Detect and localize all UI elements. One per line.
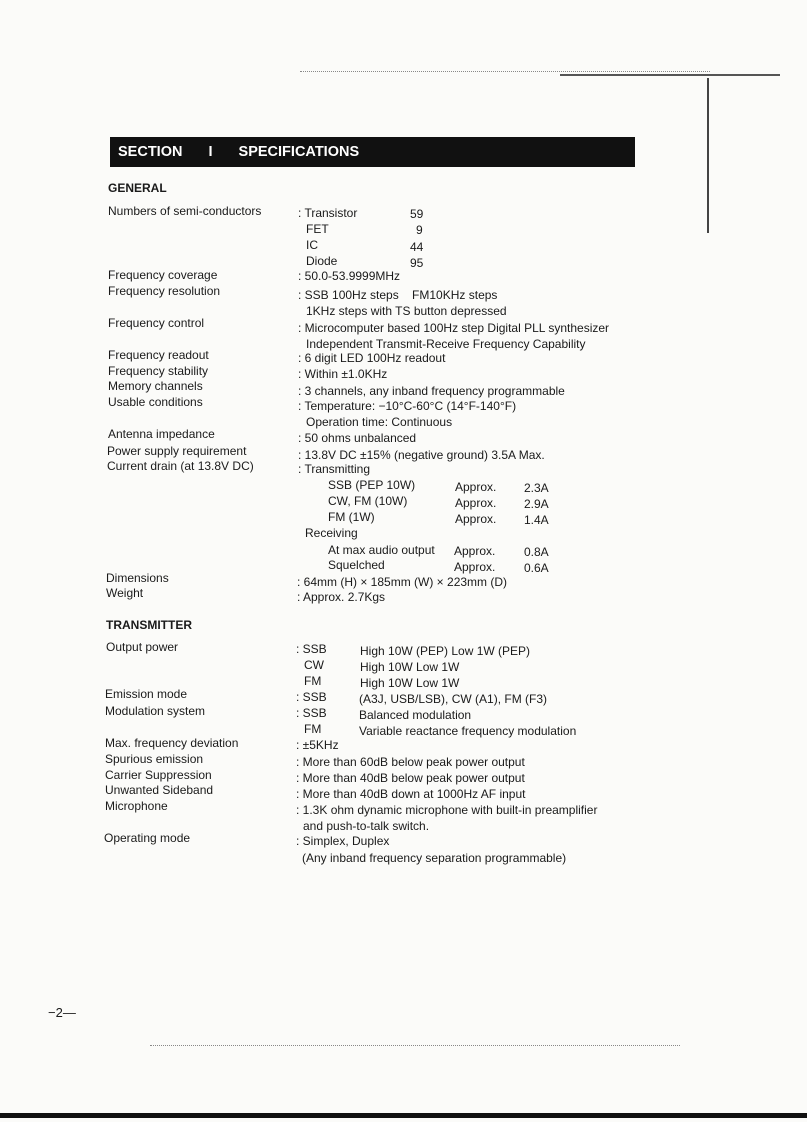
deviation-value: : ±5KHz xyxy=(296,738,339,752)
memory-value: : 3 channels, any inband frequency programmable xyxy=(298,384,565,398)
weight-value: : Approx. 2.7Kgs xyxy=(297,590,386,604)
rx-approx: Approx. xyxy=(454,544,496,558)
right-margin-rule xyxy=(707,78,709,233)
modulation-mode: FM xyxy=(304,722,322,736)
freq-control-value-2: Independent Transmit-Receive Frequency Capability xyxy=(306,337,586,351)
tx-mode: CW, FM (10W) xyxy=(328,494,408,508)
transmitting-label: : Transmitting xyxy=(298,462,371,476)
emission-mode: : SSB xyxy=(296,690,327,704)
usable-value: : Temperature: −10°C-60°C (14°F-140°F) xyxy=(298,399,517,413)
emission-label: Emission mode xyxy=(105,687,188,701)
freq-stability-value: : Within ±1.0KHz xyxy=(298,367,388,381)
top-right-rule xyxy=(560,74,780,76)
output-power-label: Output power xyxy=(106,640,179,654)
freq-resolution-value-2: 1KHz steps with TS button depressed xyxy=(306,304,507,318)
antenna-label: Antenna impedance xyxy=(108,427,215,441)
section-header-bar xyxy=(110,137,635,167)
power-supply-value: : 13.8V DC ±15% (negative ground) 3.5A Max. xyxy=(298,448,545,462)
memory-label: Memory channels xyxy=(108,379,203,393)
rx-mode: At max audio output xyxy=(328,543,435,557)
deviation-label: Max. frequency deviation xyxy=(105,736,239,750)
emission-value: (A3J, USB/LSB), CW (A1), FM (F3) xyxy=(359,692,548,706)
semi-item-count: 59 xyxy=(410,207,424,221)
microphone-label: Microphone xyxy=(105,799,168,813)
freq-readout-value: : 6 digit LED 100Hz readout xyxy=(298,351,446,365)
weight-label: Weight xyxy=(106,586,144,600)
modulation-mode: : SSB xyxy=(296,706,327,720)
output-power-mode: CW xyxy=(304,658,324,672)
rx-mode: Squelched xyxy=(328,558,385,572)
tx-approx: Approx. xyxy=(455,496,497,510)
transmitter-heading: TRANSMITTER xyxy=(106,618,192,632)
semi-item-count: 44 xyxy=(410,240,424,254)
modulation-label: Modulation system xyxy=(105,704,206,718)
freq-resolution-label: Frequency resolution xyxy=(108,284,221,298)
tx-amps: 2.9A xyxy=(524,497,549,511)
semi-item-name: IC xyxy=(306,238,318,252)
tx-amps: 1.4A xyxy=(524,513,549,527)
rx-approx: Approx. xyxy=(454,560,496,574)
freq-coverage-label: Frequency coverage xyxy=(108,268,218,282)
general-heading: GENERAL xyxy=(108,181,167,195)
microphone-value-2: and push-to-talk switch. xyxy=(303,819,430,833)
section-label: SECTION xyxy=(118,144,183,160)
semi-item-count: 9 xyxy=(416,223,423,237)
dimensions-value: : 64mm (H) × 185mm (W) × 223mm (D) xyxy=(297,575,508,589)
tx-mode: SSB (PEP 10W) xyxy=(328,478,416,492)
usable-value-2: Operation time: Continuous xyxy=(306,415,453,429)
rx-amps: 0.6A xyxy=(524,561,549,575)
antenna-value: : 50 ohms unbalanced xyxy=(298,431,417,445)
freq-control-value: : Microcomputer based 100Hz step Digital PLL synthesizer xyxy=(298,321,610,335)
power-supply-label: Power supply requirement xyxy=(107,444,247,458)
rx-amps: 0.8A xyxy=(524,545,549,559)
modulation-value: Variable reactance frequency modulation xyxy=(359,724,577,738)
tx-approx: Approx. xyxy=(455,512,497,526)
current-drain-label: Current drain (at 13.8V DC) xyxy=(107,459,254,473)
freq-stability-label: Frequency stability xyxy=(108,364,209,378)
freq-coverage-value: : 50.0-53.9999MHz xyxy=(298,269,401,283)
usable-label: Usable conditions xyxy=(108,395,203,409)
bottom-scan-line xyxy=(150,1045,680,1046)
semi-item-name: : Transistor xyxy=(298,206,358,220)
microphone-value: : 1.3K ohm dynamic microphone with built-in preamplifier xyxy=(296,803,598,817)
semi-item-name: Diode xyxy=(306,254,338,268)
semi-item-name: FET xyxy=(306,222,329,236)
semi-item-count: 95 xyxy=(410,256,424,270)
tx-approx: Approx. xyxy=(455,480,497,494)
output-power-value: High 10W Low 1W xyxy=(360,660,460,674)
operating-value-2: (Any inband frequency separation programmable) xyxy=(302,851,567,865)
page-number: −2— xyxy=(48,1005,76,1020)
semiconductors-label: Numbers of semi-conductors xyxy=(108,204,262,218)
modulation-value: Balanced modulation xyxy=(359,708,472,722)
output-power-mode: : SSB xyxy=(296,642,327,656)
output-power-mode: FM xyxy=(304,674,322,688)
section-number: I xyxy=(208,144,213,160)
output-power-value: High 10W Low 1W xyxy=(360,676,460,690)
sideband-label: Unwanted Sideband xyxy=(105,783,214,797)
top-scan-line xyxy=(300,71,710,72)
freq-control-label: Frequency control xyxy=(108,316,205,330)
freq-readout-label: Frequency readout xyxy=(108,348,209,362)
sideband-value: : More than 40dB down at 1000Hz AF input xyxy=(296,787,526,801)
spurious-value: : More than 60dB below peak power output xyxy=(296,755,525,769)
output-power-value: High 10W (PEP) Low 1W (PEP) xyxy=(360,644,531,658)
operating-value: : Simplex, Duplex xyxy=(296,834,390,848)
tx-amps: 2.3A xyxy=(524,481,549,495)
spurious-label: Spurious emission xyxy=(105,752,204,766)
tx-mode: FM (1W) xyxy=(328,510,375,524)
receiving-label: Receiving xyxy=(305,526,358,540)
operating-label: Operating mode xyxy=(104,831,191,845)
dimensions-label: Dimensions xyxy=(106,571,169,585)
bottom-edge-rule xyxy=(0,1113,807,1118)
carrier-label: Carrier Suppression xyxy=(105,768,212,782)
carrier-value: : More than 40dB below peak power output xyxy=(296,771,525,785)
freq-resolution-value: : SSB 100Hz steps FM10KHz steps xyxy=(298,288,498,302)
section-title: SPECIFICATIONS xyxy=(238,144,360,160)
